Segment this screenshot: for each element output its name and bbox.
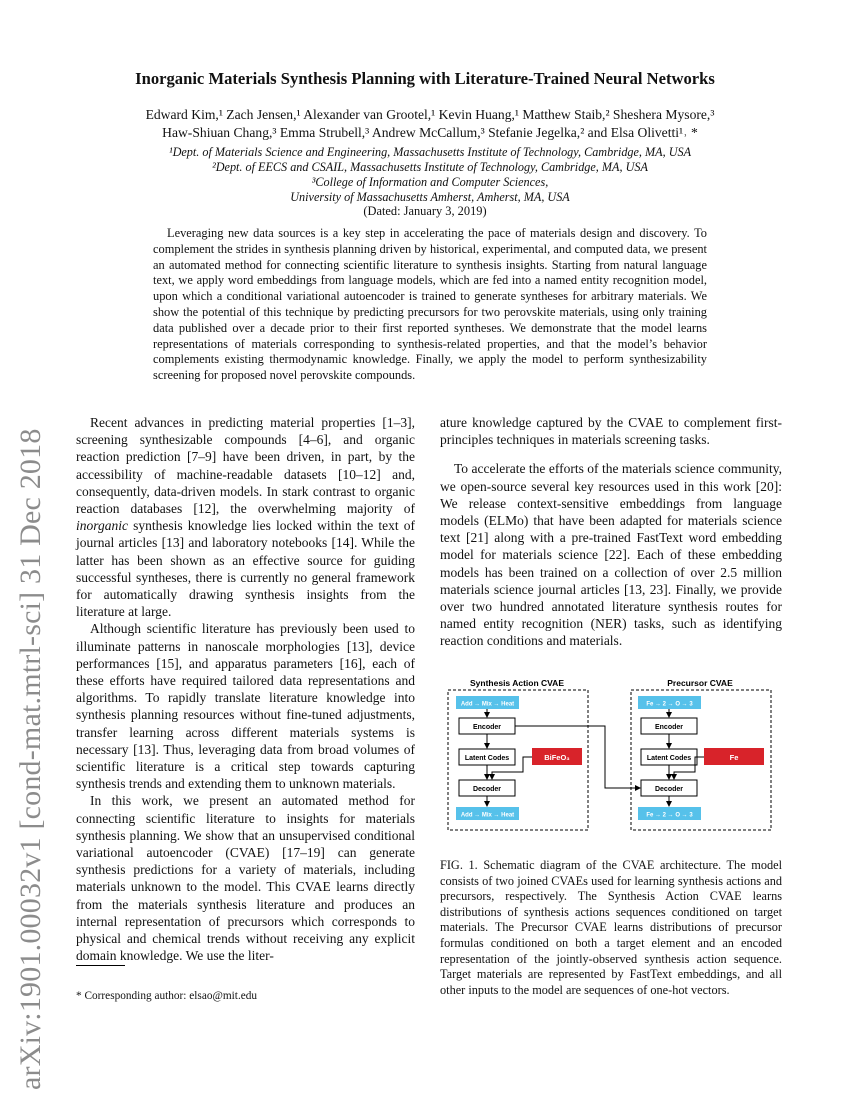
right-output-sequence-label: Fe → 2 → O → 3 [646,812,693,819]
right-decoder-label: Decoder [654,786,684,793]
right-column [440,414,782,650]
arxiv-identifier: arXiv:1901.00032v1 [cond-mat.mtrl-sci] 31 Dec 2018 [14,428,47,1090]
footnote-rule [76,965,125,966]
left-input-sequence-label: Add → Mix → Heat [460,701,515,708]
left-output-sequence-label: Add → Mix → Heat [460,812,515,819]
right-cvae-title: Precursor CVAE [667,678,733,688]
left-cvae-title: Synthesis Action CVAE [470,678,564,688]
right-encoder-label: Encoder [654,724,684,731]
authors-line-2: Haw-Shiuan Chang,³ Emma Strubell,³ Andrew McCallum,³ Stefanie Jegelka,² and Elsa Olivetti¹˒ * [162,125,698,140]
paper-title: Inorganic Materials Synthesis Planning with Literature-Trained Neural Networks [135,69,715,88]
right-input-sequence-label: Fe → 2 → O → 3 [646,701,693,708]
footnote: * Corresponding author: elsao@mit.edu [76,990,258,1002]
paragraph: To accelerate the efforts of the materials science community, we open-source several key resources used in this work [20]: We release context-sensitive embeddings from language models (ELMo) that have been adapted for materials science text [21] along with a pre-trained FastText word embedding model for materials science [22]. Each of these embedding models has been trained on a collection of over 2.5 million materials science journal articles [13, 23]. Finally, we provide over two hundred annotated literature synthesis routes for named entity recognition (NER) tasks, such as identifying reaction conditions and materials. [440,461,782,649]
right-target-element-label: Fe [729,753,739,762]
paragraph: Recent advances in predicting material properties [1–3], screening synthesizable compounds [4–6], and organic reaction prediction [7–9] have been driven, in part, by the accessibility of machine-readable datasets [10–12] and, consequently, data-driven models. In stark contrast to organic reaction databases [12], the overwhelming majority of inorganic synthesis knowledge lies locked within the text of journal articles [13] and laboratory notebooks [14]. While the latter has been shown as an effective source for guiding successful syntheses, there is currently no general framework for automatically drawing synthesis insights from the literature at large. [76,415,415,620]
left-column [76,414,415,965]
affiliation-3-cont: University of Massachusetts Amherst, Amherst, MA, USA [290,190,570,204]
paragraph: In this work, we present an automated method for connecting scientific literature to insights for materials synthesis planning. We show that an unsupervised conditional variational autoencoder (CVAE) [17–19] can generate synthesis predictions for a variety of materials, including materials unknown to the model. This CVAE learns directly from the materials synthesis literature and produces an internal representation of precursors which corresponds to physical and chemical trends without receiving any explicit domain knowledge. We use the liter- [76,793,415,964]
authors-line-1: Edward Kim,¹ Zach Jensen,¹ Alexander van Grootel,¹ Kevin Huang,¹ Matthew Staib,² Sheshera Mysore,³ [145,107,715,122]
left-encoder-label: Encoder [472,724,502,731]
right-latent-codes-label: Latent Codes [646,755,692,762]
figure-caption: FIG. 1. Schematic diagram of the CVAE architecture. The model consists of two joined CVAEs used for learning synthesis actions and precursors, respectively. The Synthesis Action CVAE learns distributions of synthesis actions sequences conditioned on target materials. The Precursor CVAE learns distributions of precursor formulas conditioned on both a target element and an encoded representation of the jointly-observed synthesis action sequence. Target materials are represented by FastText embeddings, and all other inputs to the model are sequences of one-hot vectors. [440,858,782,997]
emphasis: inorganic [76,518,128,534]
paragraph: Although scientific literature has previously been used to illuminate patterns in nanoscale morphologies [13], device performances [15], and apparatus parameters [16], each of these efforts have required tailored data representations and algorithms. To rapidly translate literature knowledge into synthesis planning resources without fine-tuned adjustments, transfer learning across different materials systems is necessary [13]. Thus, leveraging data from broad volumes of scientific literature is a critical step towards capturing synthesis trends and extending them to unknown materials. [76,621,415,792]
affiliation-1: ¹Dept. of Materials Science and Engineering, Massachusetts Institute of Technology, Cambridge, MA, USA [168,145,692,159]
dated-line: (Dated: January 3, 2019) [363,204,487,218]
cvae-architecture-figure [445,676,775,836]
left-decoder-label: Decoder [472,786,502,793]
left-target-material-label: BiFeO₃ [544,753,570,762]
abstract-text: Leveraging new data sources is a key step in accelerating the pace of materials design and discovery. To complement the strides in synthesis planning driven by historical, experimental, and computed data, we present an automated method for connecting scientific literature to synthesis insights. Starting from natural language text, we apply word embeddings from language models, which are fed into a named entity recognition model, upon which a conditional variational autoencoder is trained to generate syntheses for arbitrary materials. We show the potential of this technique by predicting precursors for two perovskite materials, using only training data published over a decade prior to their first reported syntheses. We demonstrate that the model learns representations of materials corresponding to synthesis-related properties, and that the model’s behavior complements existing thermodynamic knowledge. Finally, we apply the model to perform synthesizability screening for proposed novel perovskite compounds. [153,226,707,383]
abstract [153,226,707,384]
affiliation-2: ²Dept. of EECS and CSAIL, Massachusetts Institute of Technology, Cambridge, MA, USA [212,160,648,174]
left-latent-codes-label: Latent Codes [464,755,510,762]
affiliation-3: ³College of Information and Computer Sciences, [311,175,549,189]
paragraph: ature knowledge captured by the CVAE to complement first-principles techniques in materials screening tasks. [440,415,782,448]
